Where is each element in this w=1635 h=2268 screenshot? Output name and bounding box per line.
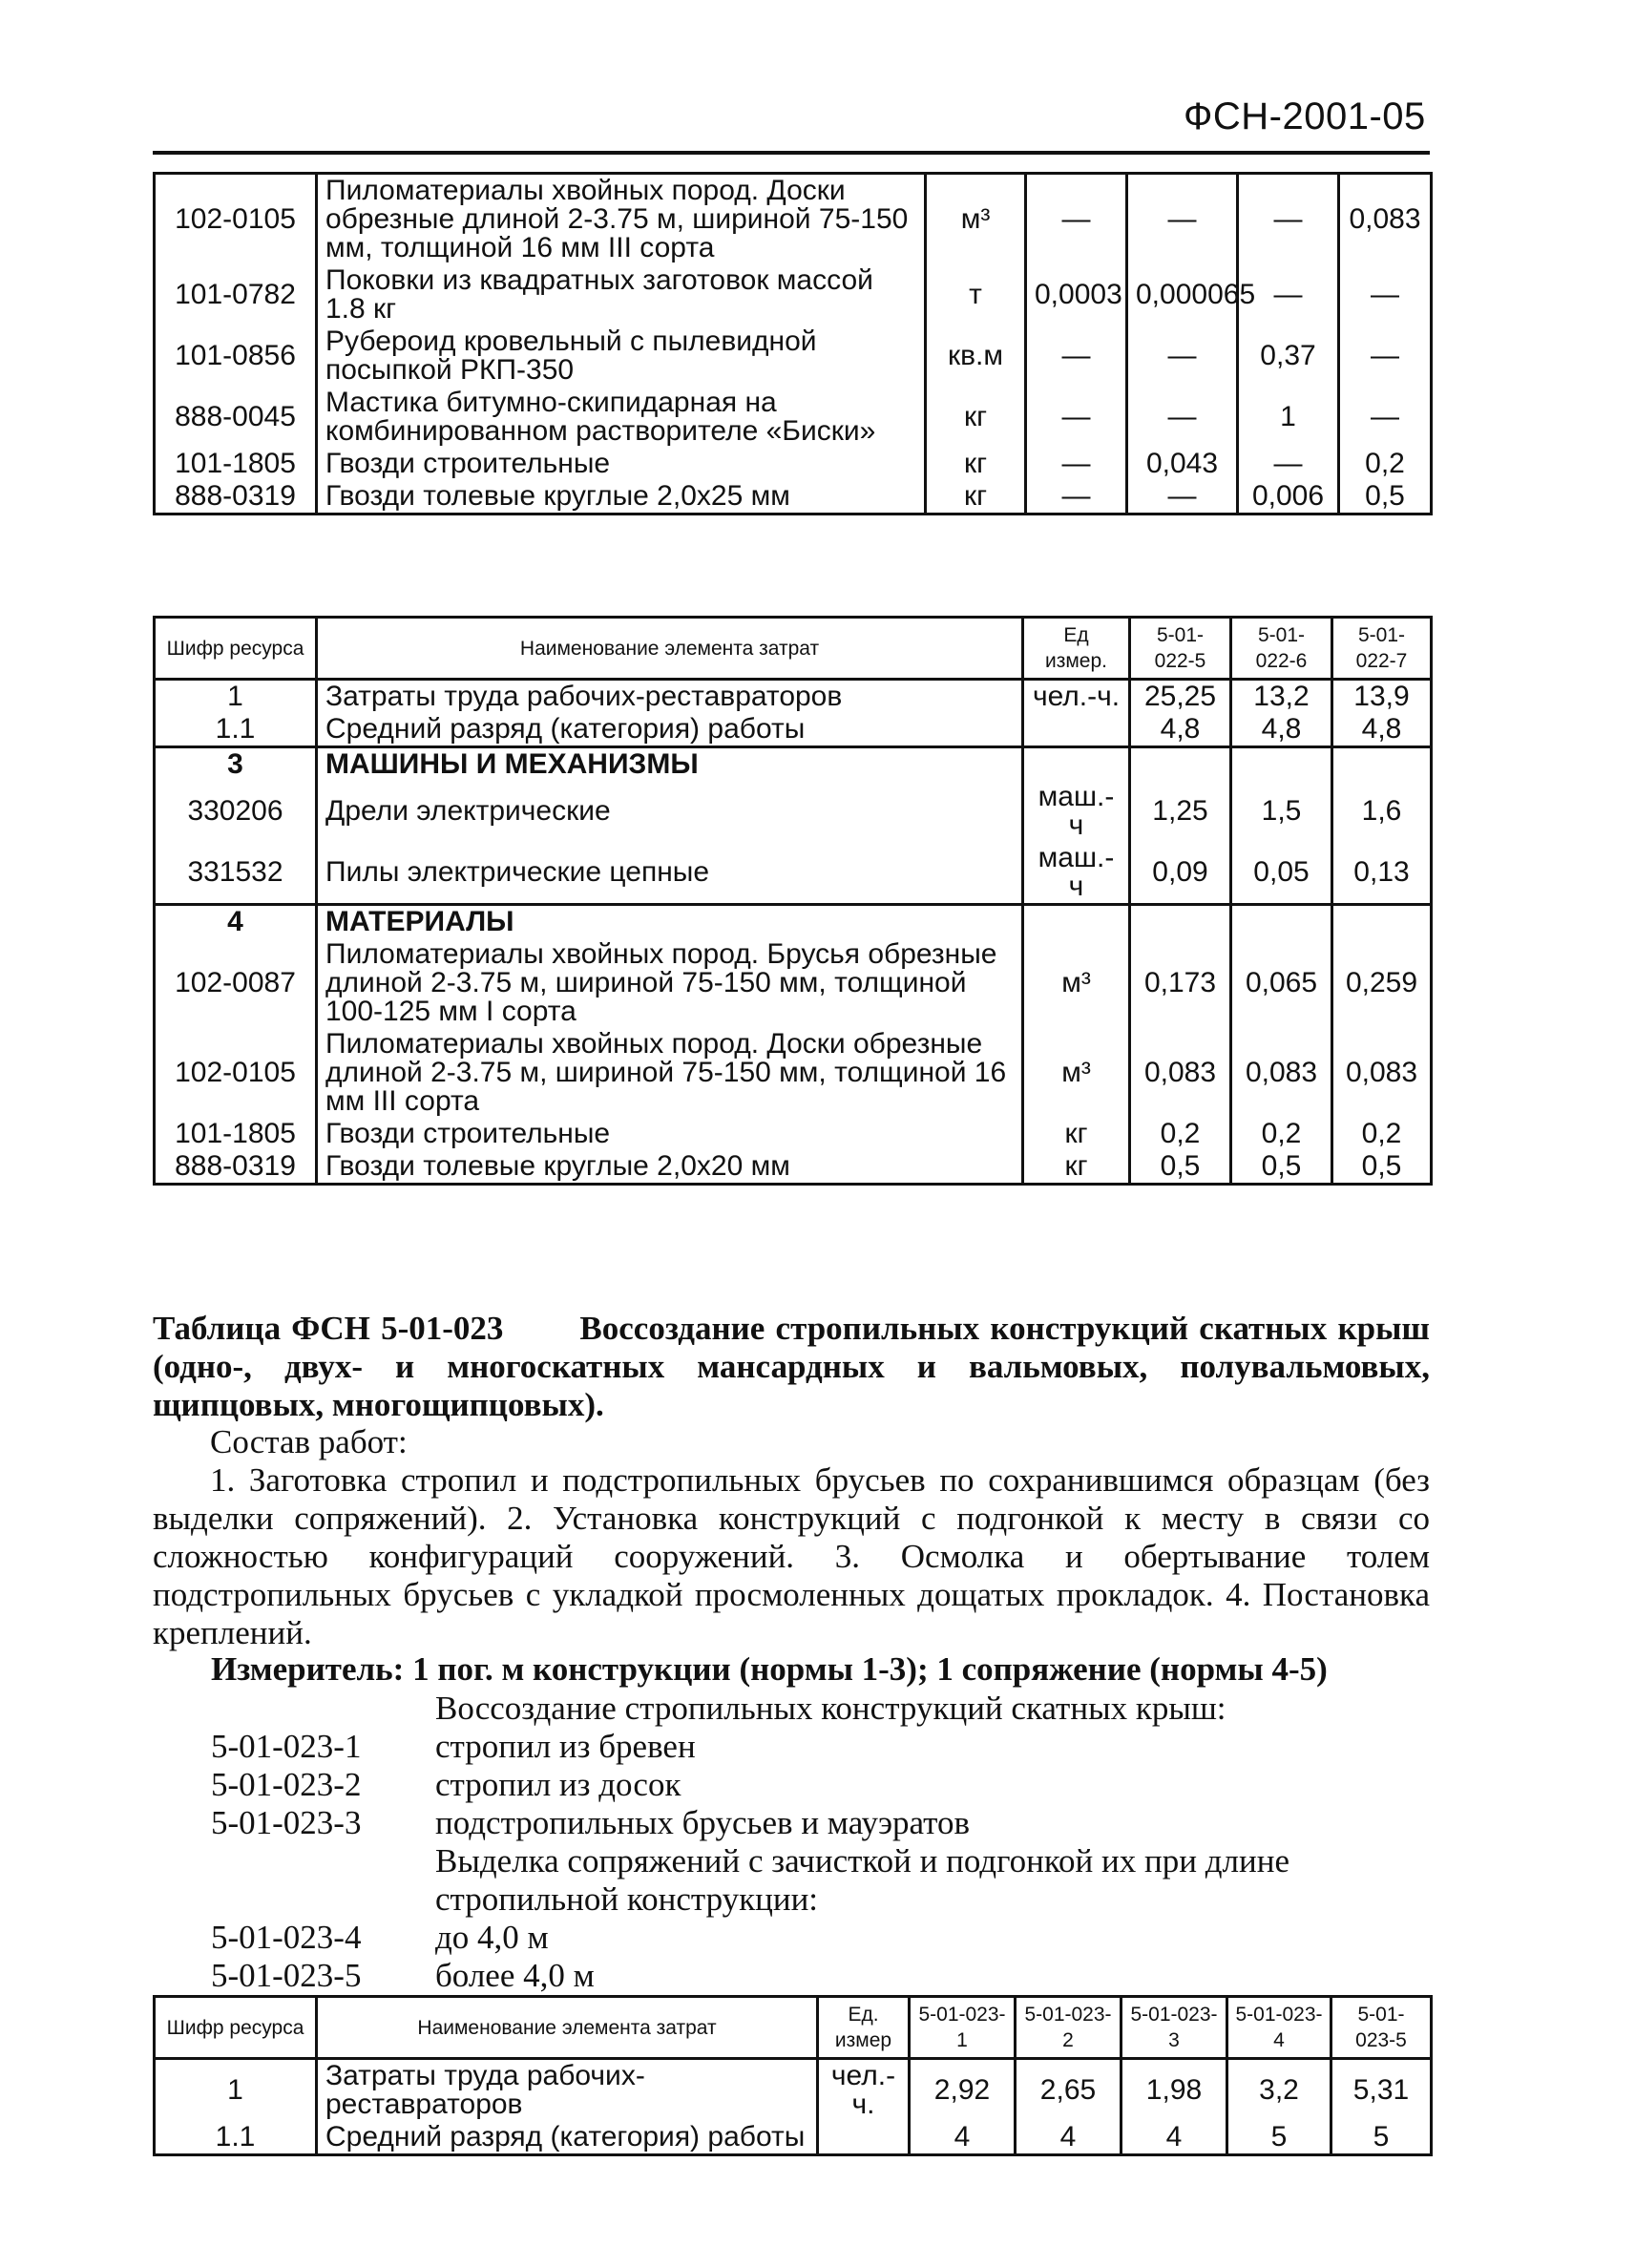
header-norm-3: 5-01-022-7: [1332, 618, 1432, 680]
value: 0,065: [1231, 938, 1332, 1028]
caption-code: Таблица ФСН 5-01-023: [153, 1310, 504, 1347]
header-norm-3: 5-01-023-3: [1121, 1997, 1227, 2059]
value: 5,31: [1331, 2059, 1432, 2122]
header-name: Наименование элемента затрат: [317, 618, 1023, 680]
value: 4: [910, 2121, 1016, 2155]
resource-name: Гвозди толевые круглые 2,0х25 мм: [317, 480, 926, 514]
norm-code: 5-01-023-5: [211, 1957, 362, 1994]
header-code: Шифр ресурса: [155, 618, 317, 680]
value: —: [1127, 174, 1238, 265]
value: 1: [1238, 387, 1339, 448]
value: 0,000065: [1127, 264, 1238, 326]
norm-text: более 4,0 м: [435, 1957, 595, 1994]
resource-code: 3: [155, 747, 317, 782]
resource-code: 101-0856: [155, 326, 317, 387]
value: 0,0003: [1026, 264, 1127, 326]
value: 0,2: [1332, 1118, 1432, 1150]
norm-item: [211, 1919, 1433, 1957]
norm-code: 5-01-023-2: [211, 1766, 362, 1803]
norm-text: стропил из бревен: [435, 1728, 696, 1765]
resource-code: 1: [155, 2059, 317, 2122]
table-row: [155, 680, 1432, 714]
value: 2,65: [1016, 2059, 1121, 2122]
unit: м³: [1023, 1028, 1130, 1118]
table-row: [155, 1150, 1432, 1185]
section-row: [155, 905, 1432, 939]
table-header-row: [155, 1997, 1432, 2059]
resource-name: Мастика битумно-скипидарная на комбинированном растворителе «Биски»: [317, 387, 926, 448]
section-row: [155, 747, 1432, 782]
unit: чел.-ч.: [818, 2059, 910, 2122]
value: —: [1238, 448, 1339, 480]
norm-item: [211, 1957, 1433, 1995]
resource-name: Средний разряд (категория) работы: [317, 2121, 818, 2155]
table-row: [155, 842, 1432, 905]
header-rule: [153, 151, 1430, 155]
resource-name: Поковки из квадратных заготовок массой 1.8 кг: [317, 264, 926, 326]
resource-code: 331532: [155, 842, 317, 905]
unit: кг: [1023, 1150, 1130, 1185]
table-caption: [153, 1310, 1430, 1424]
value: —: [1127, 387, 1238, 448]
value: 2,92: [910, 2059, 1016, 2122]
norms-list: [211, 1690, 1433, 1995]
unit: кв.м: [926, 326, 1026, 387]
resource-name: Затраты труда рабочих-реставраторов: [317, 2059, 818, 2122]
unit: м³: [1023, 938, 1130, 1028]
table-row: [155, 387, 1432, 448]
value: [1130, 905, 1231, 939]
value: 25,25: [1130, 680, 1231, 714]
resource-code: 1: [155, 680, 317, 714]
value: —: [1238, 264, 1339, 326]
resource-code: 888-0319: [155, 1150, 317, 1185]
value: [1332, 905, 1432, 939]
value: 0,173: [1130, 938, 1231, 1028]
resource-code: 102-0105: [155, 174, 317, 265]
table-row: [155, 264, 1432, 326]
value: 0,5: [1130, 1150, 1231, 1185]
resource-name: Пилы электрические цепные: [317, 842, 1023, 905]
norms-group-title: Выделка сопряжений с зачисткой и подгонкой их при длине стропильной конструкции:: [435, 1842, 1289, 1918]
norm-item: [211, 1804, 1433, 1842]
composition-text: 1. Заготовка стропил и подстропильных брусьев по сохранившимся образцам (без выделки сопряжений). 2. Установка конструкций с подгонкой к месту в связи со сложностью конфигураций сооружений. 3. Осмолка и обертывание толем подстропильных брусьев с укладкой просмоленных дощатых прокладок. 4. Постановка креплений.: [153, 1461, 1430, 1651]
value: —: [1026, 174, 1127, 265]
value: 0,37: [1238, 326, 1339, 387]
resource-code: 101-0782: [155, 264, 317, 326]
value: 0,5: [1339, 480, 1432, 514]
value: —: [1339, 326, 1432, 387]
table-row: [155, 448, 1432, 480]
norm-text: подстропильных брусьев и мауэратов: [435, 1804, 970, 1841]
value: [1231, 747, 1332, 782]
value: —: [1127, 480, 1238, 514]
table-row: [155, 2121, 1432, 2155]
value: 0,13: [1332, 842, 1432, 905]
value: 0,2: [1231, 1118, 1332, 1150]
value: 4,8: [1332, 713, 1432, 747]
unit: [1023, 905, 1130, 939]
resource-table-023: [153, 1995, 1433, 2156]
resource-code: 101-1805: [155, 1118, 317, 1150]
document-id: ФСН-2001-05: [1184, 95, 1426, 137]
value: —: [1339, 264, 1432, 326]
resource-name: Пиломатериалы хвойных пород. Доски обрезные длиной 2-3.75 м, шириной 75-150 мм, толщиной 16 мм III сорта: [317, 1028, 1023, 1118]
value: 1,6: [1332, 781, 1432, 842]
value: 0,043: [1127, 448, 1238, 480]
resource-name: Рубероид кровельный с пылевидной посыпкой РКП-350: [317, 326, 926, 387]
unit: м³: [926, 174, 1026, 265]
resource-name: Гвозди строительные: [317, 1118, 1023, 1150]
value: —: [1127, 326, 1238, 387]
resource-code: 888-0319: [155, 480, 317, 514]
unit: маш.-ч: [1023, 781, 1130, 842]
unit: маш.-ч: [1023, 842, 1130, 905]
value: 4: [1121, 2121, 1227, 2155]
value: —: [1026, 480, 1127, 514]
value: 5: [1331, 2121, 1432, 2155]
value: 0,083: [1332, 1028, 1432, 1118]
header-norm-2: 5-01-022-6: [1231, 618, 1332, 680]
value: 0,006: [1238, 480, 1339, 514]
value: [1332, 747, 1432, 782]
composition-label: Состав работ:: [210, 1423, 408, 1460]
value: 3,2: [1227, 2059, 1331, 2122]
value: —: [1026, 448, 1127, 480]
unit: т: [926, 264, 1026, 326]
resource-code: 888-0045: [155, 387, 317, 448]
value: 1,25: [1130, 781, 1231, 842]
unit: кг: [926, 387, 1026, 448]
header-code: Шифр ресурса: [155, 1997, 317, 2059]
table-row: [155, 326, 1432, 387]
table-row: [155, 1118, 1432, 1150]
value: —: [1026, 387, 1127, 448]
unit: кг: [926, 480, 1026, 514]
resource-name: Средний разряд (категория) работы: [317, 713, 1023, 747]
resource-name: Затраты труда рабочих-реставраторов: [317, 680, 1023, 714]
resource-name: МАТЕРИАЛЫ: [317, 905, 1023, 939]
norm-item: [211, 1728, 1433, 1766]
table-row: [155, 2059, 1432, 2122]
norms-group-title: Воссоздание стропильных конструкций скатных крыш:: [435, 1690, 1226, 1727]
unit: чел.-ч.: [1023, 680, 1130, 714]
resource-name: Дрели электрические: [317, 781, 1023, 842]
header-norm-4: 5-01-023-4: [1227, 1997, 1331, 2059]
value: 4,8: [1130, 713, 1231, 747]
resource-code: 1.1: [155, 713, 317, 747]
value: [1130, 747, 1231, 782]
unit: кг: [926, 448, 1026, 480]
table-row: [155, 1028, 1432, 1118]
resource-code: 102-0087: [155, 938, 317, 1028]
norm-code: 5-01-023-4: [211, 1919, 362, 1956]
value: 0,083: [1339, 174, 1432, 265]
work-composition: [153, 1423, 1430, 1652]
resource-code: 101-1805: [155, 448, 317, 480]
value: 1,98: [1121, 2059, 1227, 2122]
value: —: [1339, 387, 1432, 448]
resource-table-continued: [153, 172, 1433, 515]
value: 0,05: [1231, 842, 1332, 905]
norm-code: 5-01-023-3: [211, 1804, 362, 1841]
unit: [1023, 713, 1130, 747]
value: 0,083: [1231, 1028, 1332, 1118]
value: 0,259: [1332, 938, 1432, 1028]
norm-item: [211, 1766, 1433, 1804]
header-unit: Ед. измер: [818, 1997, 910, 2059]
caption-title: Воссоздание стропильных конструкций скатных крыш (одно-, двух- и многоскатных мансардных и вальмовых, полувальмовых, щипцовых, многощипцовых).: [153, 1310, 1430, 1423]
norm-text: стропил из досок: [435, 1766, 681, 1803]
header-name: Наименование элемента затрат: [317, 1997, 818, 2059]
resource-name: Пиломатериалы хвойных пород. Доски обрезные длиной 2-3.75 м, шириной 75-150 мм, толщиной 16 мм III сорта: [317, 174, 926, 265]
header-norm-2: 5-01-023-2: [1016, 1997, 1121, 2059]
value: 0,09: [1130, 842, 1231, 905]
table-row: [155, 713, 1432, 747]
value: 13,2: [1231, 680, 1332, 714]
resource-name: Пиломатериалы хвойных пород. Брусья обрезные длиной 2-3.75 м, шириной 75-150 мм, толщиной 100-125 мм I сорта: [317, 938, 1023, 1028]
value: —: [1026, 326, 1127, 387]
resource-name: Гвозди толевые круглые 2,0х20 мм: [317, 1150, 1023, 1185]
resource-code: 102-0105: [155, 1028, 317, 1118]
value: 4,8: [1231, 713, 1332, 747]
table-header-row: [155, 618, 1432, 680]
value: 13,9: [1332, 680, 1432, 714]
header-norm-1: 5-01-022-5: [1130, 618, 1231, 680]
value: 0,5: [1332, 1150, 1432, 1185]
value: 0,083: [1130, 1028, 1231, 1118]
value: 0,2: [1339, 448, 1432, 480]
table-row: [155, 480, 1432, 514]
table-row: [155, 938, 1432, 1028]
resource-code: 1.1: [155, 2121, 317, 2155]
resource-table-022: [153, 616, 1433, 1186]
norm-text: до 4,0 м: [435, 1919, 549, 1956]
value: 4: [1016, 2121, 1121, 2155]
value: 0,2: [1130, 1118, 1231, 1150]
table-row: [155, 781, 1432, 842]
value: 0,5: [1231, 1150, 1332, 1185]
resource-code: 330206: [155, 781, 317, 842]
table-row: [155, 174, 1432, 265]
norm-code: 5-01-023-1: [211, 1728, 362, 1765]
value: 5: [1227, 2121, 1331, 2155]
unit: [1023, 747, 1130, 782]
header-unit: Ед измер.: [1023, 618, 1130, 680]
value: 1,5: [1231, 781, 1332, 842]
resource-code: 4: [155, 905, 317, 939]
measure-line: Измеритель: 1 пог. м конструкции (нормы 1-3); 1 сопряжение (нормы 4-5): [211, 1650, 1328, 1688]
value: [1231, 905, 1332, 939]
unit: кг: [1023, 1118, 1130, 1150]
value: —: [1238, 174, 1339, 265]
header-norm-1: 5-01-023-1: [910, 1997, 1016, 2059]
unit: [818, 2121, 910, 2155]
resource-name: Гвозди строительные: [317, 448, 926, 480]
resource-name: МАШИНЫ И МЕХАНИЗМЫ: [317, 747, 1023, 782]
header-norm-5: 5-01-023-5: [1331, 1997, 1432, 2059]
